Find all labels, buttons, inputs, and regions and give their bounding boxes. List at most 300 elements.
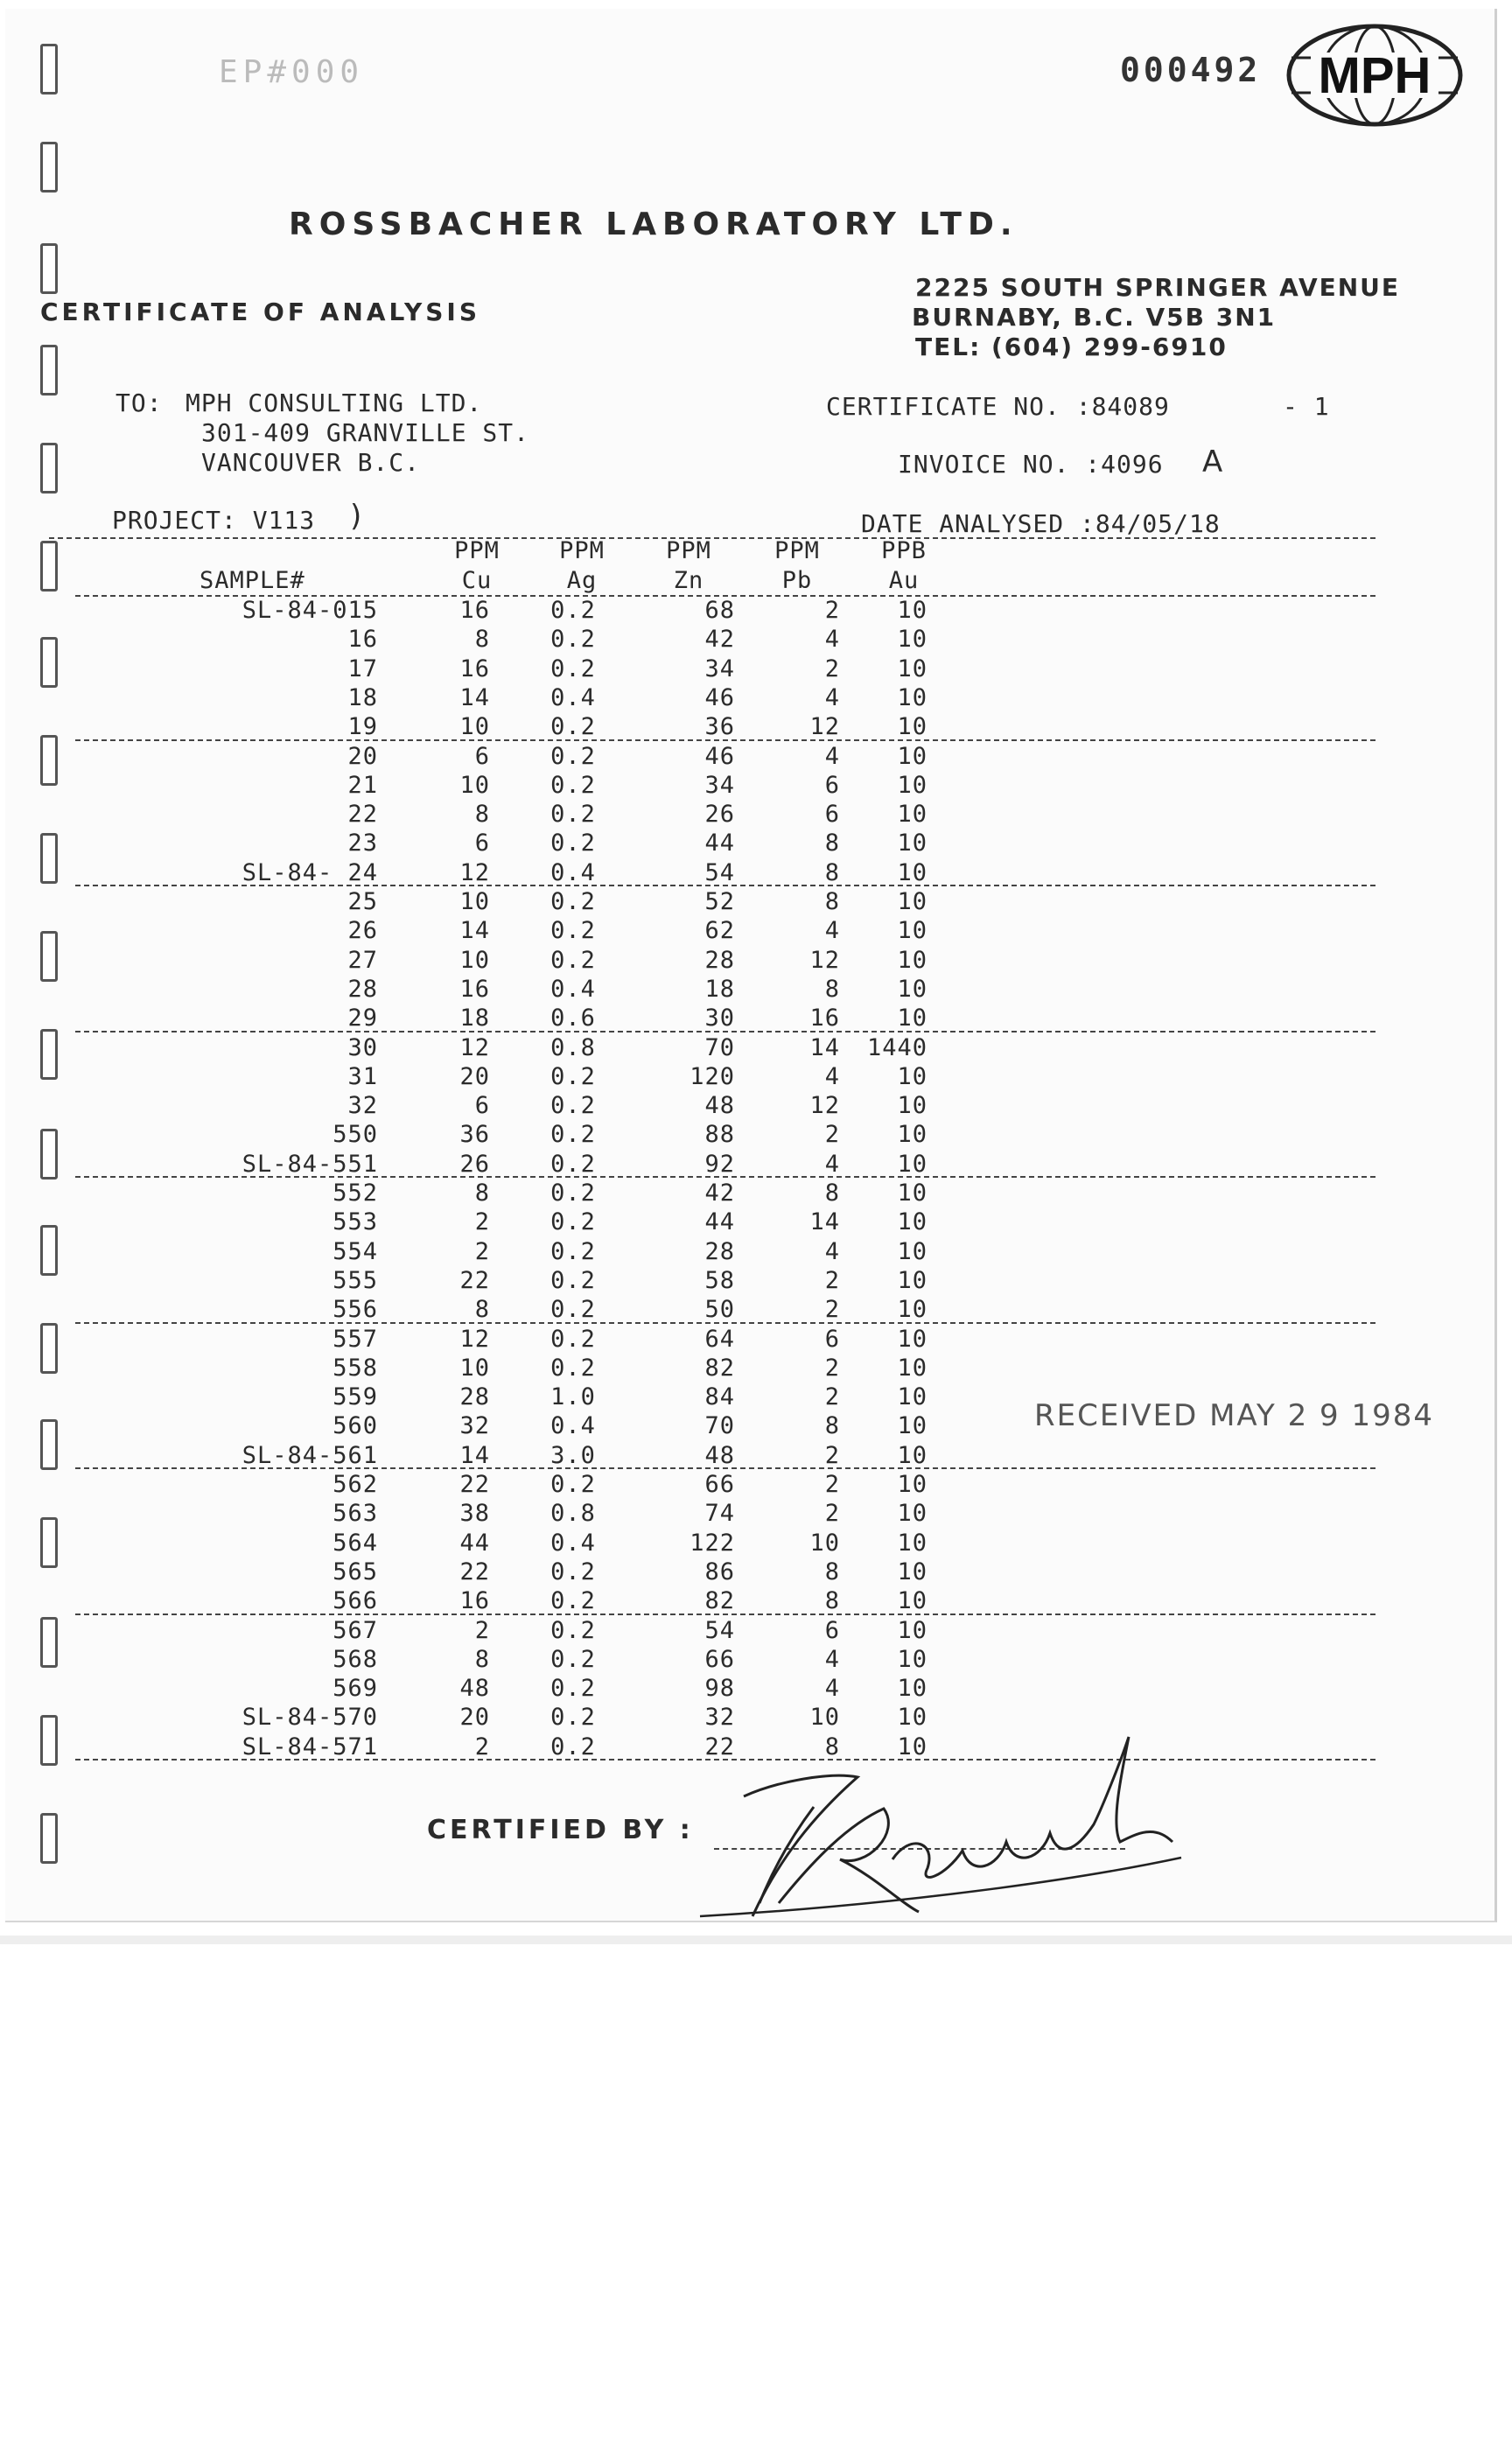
zn-value: 98	[704, 1675, 735, 1703]
table-row	[0, 1208, 1512, 1237]
au-value: 10	[897, 1180, 928, 1207]
binder-hole	[40, 44, 58, 94]
ag-value: 0.2	[550, 1471, 596, 1498]
cu-value: 8	[474, 1296, 490, 1324]
zn-value: 66	[704, 1471, 735, 1498]
sample-id: 563	[332, 1500, 378, 1528]
received-stamp: RECEIVED MAY 2 9 1984	[1034, 1398, 1435, 1433]
table-row	[0, 1675, 1512, 1704]
cu-value: 28	[459, 1383, 490, 1411]
au-value: 10	[897, 1062, 928, 1090]
sample-id: 22	[347, 801, 378, 829]
au-value: 1440	[866, 1033, 928, 1061]
pb-value: 4	[824, 1150, 840, 1178]
pb-value: 2	[824, 1441, 840, 1469]
sample-id: 557	[332, 1325, 378, 1353]
au-value: 10	[897, 771, 928, 799]
table-row	[0, 1063, 1512, 1092]
logo-text: MPH	[1318, 47, 1432, 104]
au-value: 10	[897, 654, 928, 682]
pb-value: 2	[824, 597, 840, 624]
ag-value: 0.2	[550, 1208, 596, 1236]
pb-value: 2	[824, 654, 840, 682]
row-group-divider	[75, 1467, 1376, 1469]
cu-value: 18	[459, 1004, 490, 1032]
table-row	[0, 684, 1512, 713]
ag-value: 0.8	[550, 1033, 596, 1061]
au-value: 10	[897, 1150, 928, 1178]
au-value: 10	[897, 1266, 928, 1294]
au-value: 10	[897, 1208, 928, 1236]
zn-value: 22	[704, 1732, 735, 1760]
ag-value: 0.2	[550, 801, 596, 829]
ag-value: 0.2	[550, 771, 596, 799]
zn-value: 34	[704, 654, 735, 682]
pb-value: 6	[824, 1616, 840, 1644]
pb-value: 2	[824, 1121, 840, 1149]
zn-value: 42	[704, 626, 735, 654]
ag-value: 0.2	[550, 946, 596, 974]
pb-value: 14	[809, 1208, 840, 1236]
sample-id: 552	[332, 1180, 378, 1207]
binder-hole	[40, 541, 58, 592]
cu-value: 16	[459, 597, 490, 624]
sample-id: 31	[347, 1062, 378, 1090]
sample-id: SL-84- 24	[242, 858, 378, 886]
sample-id: 26	[347, 917, 378, 945]
table-row	[0, 626, 1512, 654]
lab-address-city: BURNABY, B.C. V5B 3N1	[912, 303, 1277, 332]
sample-id: 569	[332, 1675, 378, 1703]
recipient-label: TO:	[116, 388, 163, 417]
cu-value: 8	[474, 626, 490, 654]
cu-value: 16	[459, 1587, 490, 1615]
sample-id: SL-84-571	[242, 1732, 378, 1760]
sample-id: 562	[332, 1471, 378, 1498]
row-group-divider	[75, 885, 1376, 886]
ag-value: 3.0	[550, 1441, 596, 1469]
cu-value: 2	[474, 1237, 490, 1265]
cu-value: 26	[459, 1150, 490, 1178]
ag-value: 0.2	[550, 1587, 596, 1615]
ag-value: 0.2	[550, 888, 596, 915]
pb-value: 6	[824, 801, 840, 829]
cu-value: 2	[474, 1616, 490, 1644]
table-row	[0, 1296, 1512, 1325]
sample-id: 554	[332, 1237, 378, 1265]
column-unit-cu: PPM	[454, 537, 500, 564]
ag-value: 0.4	[550, 683, 596, 711]
sample-id: 566	[332, 1587, 378, 1615]
zn-value: 88	[704, 1121, 735, 1149]
table-row	[0, 1587, 1512, 1616]
signature	[682, 1728, 1190, 1929]
mph-logo	[1284, 21, 1465, 130]
sample-id: 27	[347, 946, 378, 974]
table-row	[0, 1267, 1512, 1296]
zn-value: 34	[704, 771, 735, 799]
globe-logo-icon	[1284, 21, 1465, 130]
ag-value: 0.2	[550, 1150, 596, 1178]
ag-value: 0.2	[550, 1237, 596, 1265]
zn-value: 52	[704, 888, 735, 915]
sample-id: SL-84-570	[242, 1704, 378, 1732]
ag-value: 0.2	[550, 742, 596, 770]
table-row	[0, 1034, 1512, 1063]
table-row	[0, 1121, 1512, 1150]
binder-hole	[40, 1813, 58, 1864]
ag-value: 0.4	[550, 1412, 596, 1440]
sample-id: SL-84-015	[242, 597, 378, 624]
au-value: 10	[897, 742, 928, 770]
column-unit-zn: PPM	[666, 537, 711, 564]
cu-value: 12	[459, 1033, 490, 1061]
sample-id: 564	[332, 1529, 378, 1557]
zn-value: 28	[704, 946, 735, 974]
sample-id: 23	[347, 830, 378, 858]
row-group-divider	[75, 1322, 1376, 1324]
cu-value: 32	[459, 1412, 490, 1440]
pb-value: 14	[809, 1033, 840, 1061]
zn-value: 62	[704, 917, 735, 945]
zn-value: 86	[704, 1558, 735, 1586]
pb-value: 2	[824, 1266, 840, 1294]
pb-value: 4	[824, 1237, 840, 1265]
table-row	[0, 917, 1512, 946]
table-row	[0, 1530, 1512, 1558]
sample-id: 558	[332, 1354, 378, 1382]
table-row	[0, 1238, 1512, 1267]
pb-value: 6	[824, 1325, 840, 1353]
au-value: 10	[897, 1121, 928, 1149]
zn-value: 70	[704, 1412, 735, 1440]
pb-value: 8	[824, 1732, 840, 1760]
cu-value: 8	[474, 1645, 490, 1673]
table-row	[0, 976, 1512, 1004]
date-analysed: DATE ANALYSED :84/05/18	[861, 509, 1221, 538]
pb-value: 12	[809, 713, 840, 741]
cu-value: 16	[459, 975, 490, 1003]
au-value: 10	[897, 946, 928, 974]
au-value: 10	[897, 1237, 928, 1265]
ag-value: 0.4	[550, 858, 596, 886]
table-row	[0, 1442, 1512, 1471]
zn-value: 74	[704, 1500, 735, 1528]
pb-value: 8	[824, 858, 840, 886]
cu-value: 10	[459, 946, 490, 974]
ag-value: 0.2	[550, 1675, 596, 1703]
cu-value: 6	[474, 1092, 490, 1120]
sample-id: 559	[332, 1383, 378, 1411]
zn-value: 54	[704, 858, 735, 886]
lab-name: ROSSBACHER LABORATORY LTD.	[289, 206, 1018, 242]
cu-value: 2	[474, 1208, 490, 1236]
zn-value: 44	[704, 1208, 735, 1236]
row-group-divider	[75, 739, 1376, 741]
table-row	[0, 1092, 1512, 1121]
cu-value: 2	[474, 1732, 490, 1760]
column-sample: SAMPLE#	[200, 567, 305, 594]
zn-value: 44	[704, 830, 735, 858]
au-value: 10	[897, 1383, 928, 1411]
binder-hole	[40, 243, 58, 294]
pb-value: 8	[824, 1180, 840, 1207]
pb-value: 2	[824, 1296, 840, 1324]
pb-value: 4	[824, 1675, 840, 1703]
pb-value: 16	[809, 1004, 840, 1032]
pb-value: 8	[824, 1412, 840, 1440]
document-number: 000492	[1120, 51, 1262, 89]
table-row	[0, 1180, 1512, 1208]
certified-by-label: CERTIFIED BY :	[427, 1815, 694, 1845]
table-row	[0, 1558, 1512, 1587]
au-value: 10	[897, 1092, 928, 1120]
au-value: 10	[897, 830, 928, 858]
zn-value: 36	[704, 713, 735, 741]
pb-value: 12	[809, 1092, 840, 1120]
table-row	[0, 655, 1512, 684]
lab-phone: TEL: (604) 299-6910	[915, 332, 1228, 361]
pb-value: 4	[824, 1062, 840, 1090]
ag-value: 0.2	[550, 1121, 596, 1149]
sample-id: 32	[347, 1092, 378, 1120]
recipient-street: 301-409 GRANVILLE ST.	[201, 418, 530, 447]
ag-value: 0.2	[550, 1558, 596, 1586]
au-value: 10	[897, 1004, 928, 1032]
ag-value: 0.2	[550, 1704, 596, 1732]
cu-value: 10	[459, 713, 490, 741]
ag-value: 0.2	[550, 1645, 596, 1673]
zn-value: 18	[704, 975, 735, 1003]
table-row	[0, 947, 1512, 976]
cu-value: 44	[459, 1529, 490, 1557]
ag-value: 0.2	[550, 830, 596, 858]
zn-value: 48	[704, 1441, 735, 1469]
sample-id: 18	[347, 683, 378, 711]
sample-id: 21	[347, 771, 378, 799]
zn-value: 30	[704, 1004, 735, 1032]
zn-value: 82	[704, 1587, 735, 1615]
ag-value: 0.2	[550, 1325, 596, 1353]
pb-value: 4	[824, 917, 840, 945]
lab-address-street: 2225 SOUTH SPRINGER AVENUE	[915, 273, 1401, 302]
sample-id: 565	[332, 1558, 378, 1586]
zn-value: 48	[704, 1092, 735, 1120]
sample-id: 17	[347, 654, 378, 682]
cu-value: 14	[459, 683, 490, 711]
table-row	[0, 830, 1512, 858]
pb-value: 4	[824, 626, 840, 654]
invoice-suffix: A	[1202, 444, 1223, 480]
au-value: 10	[897, 888, 928, 915]
zn-value: 70	[704, 1033, 735, 1061]
table-row	[0, 1326, 1512, 1354]
sample-id: 550	[332, 1121, 378, 1149]
ag-value: 0.2	[550, 1180, 596, 1207]
au-value: 10	[897, 1500, 928, 1528]
zn-value: 84	[704, 1383, 735, 1411]
project-mark: )	[350, 499, 362, 534]
cu-value: 12	[459, 1325, 490, 1353]
table-row	[0, 1354, 1512, 1383]
cu-value: 38	[459, 1500, 490, 1528]
au-value: 10	[897, 1616, 928, 1644]
pb-value: 10	[809, 1529, 840, 1557]
zn-value: 32	[704, 1704, 735, 1732]
zn-value: 54	[704, 1616, 735, 1644]
cu-value: 14	[459, 917, 490, 945]
cu-value: 8	[474, 801, 490, 829]
zn-value: 42	[704, 1180, 735, 1207]
pb-value: 8	[824, 888, 840, 915]
au-value: 10	[897, 858, 928, 886]
zn-value: 46	[704, 683, 735, 711]
pb-value: 2	[824, 1471, 840, 1498]
table-row	[0, 1617, 1512, 1646]
column-ag: Ag	[566, 567, 598, 594]
ag-value: 0.2	[550, 713, 596, 741]
ag-value: 0.2	[550, 597, 596, 624]
zn-value: 28	[704, 1237, 735, 1265]
column-cu: Cu	[461, 567, 493, 594]
sample-id: SL-84-561	[242, 1441, 378, 1469]
cu-value: 14	[459, 1441, 490, 1469]
table-row	[0, 801, 1512, 830]
au-value: 10	[897, 1704, 928, 1732]
au-value: 10	[897, 975, 928, 1003]
table-row	[0, 1471, 1512, 1500]
ag-value: 0.2	[550, 626, 596, 654]
zn-value: 82	[704, 1354, 735, 1382]
au-value: 10	[897, 1412, 928, 1440]
pb-value: 8	[824, 1558, 840, 1586]
table-row	[0, 1151, 1512, 1180]
pb-value: 8	[824, 975, 840, 1003]
row-group-divider	[75, 1176, 1376, 1178]
cu-value: 10	[459, 771, 490, 799]
ag-value: 0.2	[550, 1354, 596, 1382]
table-row	[0, 1004, 1512, 1033]
cu-value: 16	[459, 654, 490, 682]
zn-value: 122	[690, 1529, 735, 1557]
pb-value: 8	[824, 1587, 840, 1615]
pb-value: 10	[809, 1704, 840, 1732]
au-value: 10	[897, 1675, 928, 1703]
cu-value: 6	[474, 742, 490, 770]
sample-id: 555	[332, 1266, 378, 1294]
zn-value: 92	[704, 1150, 735, 1178]
sample-id: 560	[332, 1412, 378, 1440]
sample-id: 16	[347, 626, 378, 654]
column-pb: Pb	[781, 567, 813, 594]
ag-value: 0.2	[550, 654, 596, 682]
sample-id: 553	[332, 1208, 378, 1236]
column-unit-pb: PPM	[774, 537, 820, 564]
zn-value: 46	[704, 742, 735, 770]
column-zn: Zn	[673, 567, 704, 594]
zn-value: 58	[704, 1266, 735, 1294]
au-value: 10	[897, 1441, 928, 1469]
ag-value: 0.2	[550, 1732, 596, 1760]
invoice-number: INVOICE NO. :4096	[898, 450, 1164, 479]
table-row	[0, 597, 1512, 626]
ag-value: 0.4	[550, 1529, 596, 1557]
au-value: 10	[897, 1558, 928, 1586]
ag-value: 0.2	[550, 1296, 596, 1324]
table-row	[0, 713, 1512, 742]
sample-id: 20	[347, 742, 378, 770]
ag-value: 0.2	[550, 1062, 596, 1090]
certificate-title: CERTIFICATE OF ANALYSIS	[40, 298, 481, 326]
ag-value: 0.8	[550, 1500, 596, 1528]
ag-value: 0.6	[550, 1004, 596, 1032]
au-value: 10	[897, 626, 928, 654]
column-unit-au: PPB	[881, 537, 927, 564]
sample-id: 25	[347, 888, 378, 915]
ag-value: 0.4	[550, 975, 596, 1003]
row-group-divider	[75, 1031, 1376, 1032]
au-value: 10	[897, 1354, 928, 1382]
au-value: 10	[897, 683, 928, 711]
recipient-city: VANCOUVER B.C.	[201, 448, 421, 477]
cu-value: 20	[459, 1704, 490, 1732]
pb-value: 2	[824, 1354, 840, 1382]
au-value: 10	[897, 801, 928, 829]
table-row	[0, 859, 1512, 888]
table-row	[0, 1500, 1512, 1529]
binder-hole	[40, 345, 58, 396]
column-unit-ag: PPM	[559, 537, 605, 564]
binder-hole	[40, 142, 58, 192]
cu-value: 10	[459, 888, 490, 915]
au-value: 10	[897, 1296, 928, 1324]
project-label: PROJECT: V113	[112, 506, 316, 535]
zn-value: 120	[690, 1062, 735, 1090]
cu-value: 36	[459, 1121, 490, 1149]
au-value: 10	[897, 713, 928, 741]
cu-value: 48	[459, 1675, 490, 1703]
au-value: 10	[897, 597, 928, 624]
au-value: 10	[897, 1325, 928, 1353]
sample-id: 30	[347, 1033, 378, 1061]
pb-value: 2	[824, 1383, 840, 1411]
zn-value: 26	[704, 801, 735, 829]
au-value: 10	[897, 917, 928, 945]
au-value: 10	[897, 1529, 928, 1557]
sample-id: SL-84-551	[242, 1150, 378, 1178]
page-number: - 1	[1283, 392, 1330, 421]
cu-value: 20	[459, 1062, 490, 1090]
pb-value: 4	[824, 1645, 840, 1673]
ag-value: 0.2	[550, 1092, 596, 1120]
cu-value: 22	[459, 1266, 490, 1294]
table-row	[0, 743, 1512, 772]
sample-id: 28	[347, 975, 378, 1003]
ag-value: 0.2	[550, 1616, 596, 1644]
ag-value: 0.2	[550, 917, 596, 945]
table-row	[0, 888, 1512, 917]
cu-value: 8	[474, 1180, 490, 1207]
certificate-number: CERTIFICATE NO. :84089	[826, 392, 1170, 421]
ag-value: 0.2	[550, 1266, 596, 1294]
column-au: Au	[888, 567, 920, 594]
zn-value: 66	[704, 1645, 735, 1673]
binder-hole	[40, 443, 58, 494]
ag-value: 1.0	[550, 1383, 596, 1411]
pb-value: 2	[824, 1500, 840, 1528]
pb-value: 12	[809, 946, 840, 974]
cu-value: 6	[474, 830, 490, 858]
